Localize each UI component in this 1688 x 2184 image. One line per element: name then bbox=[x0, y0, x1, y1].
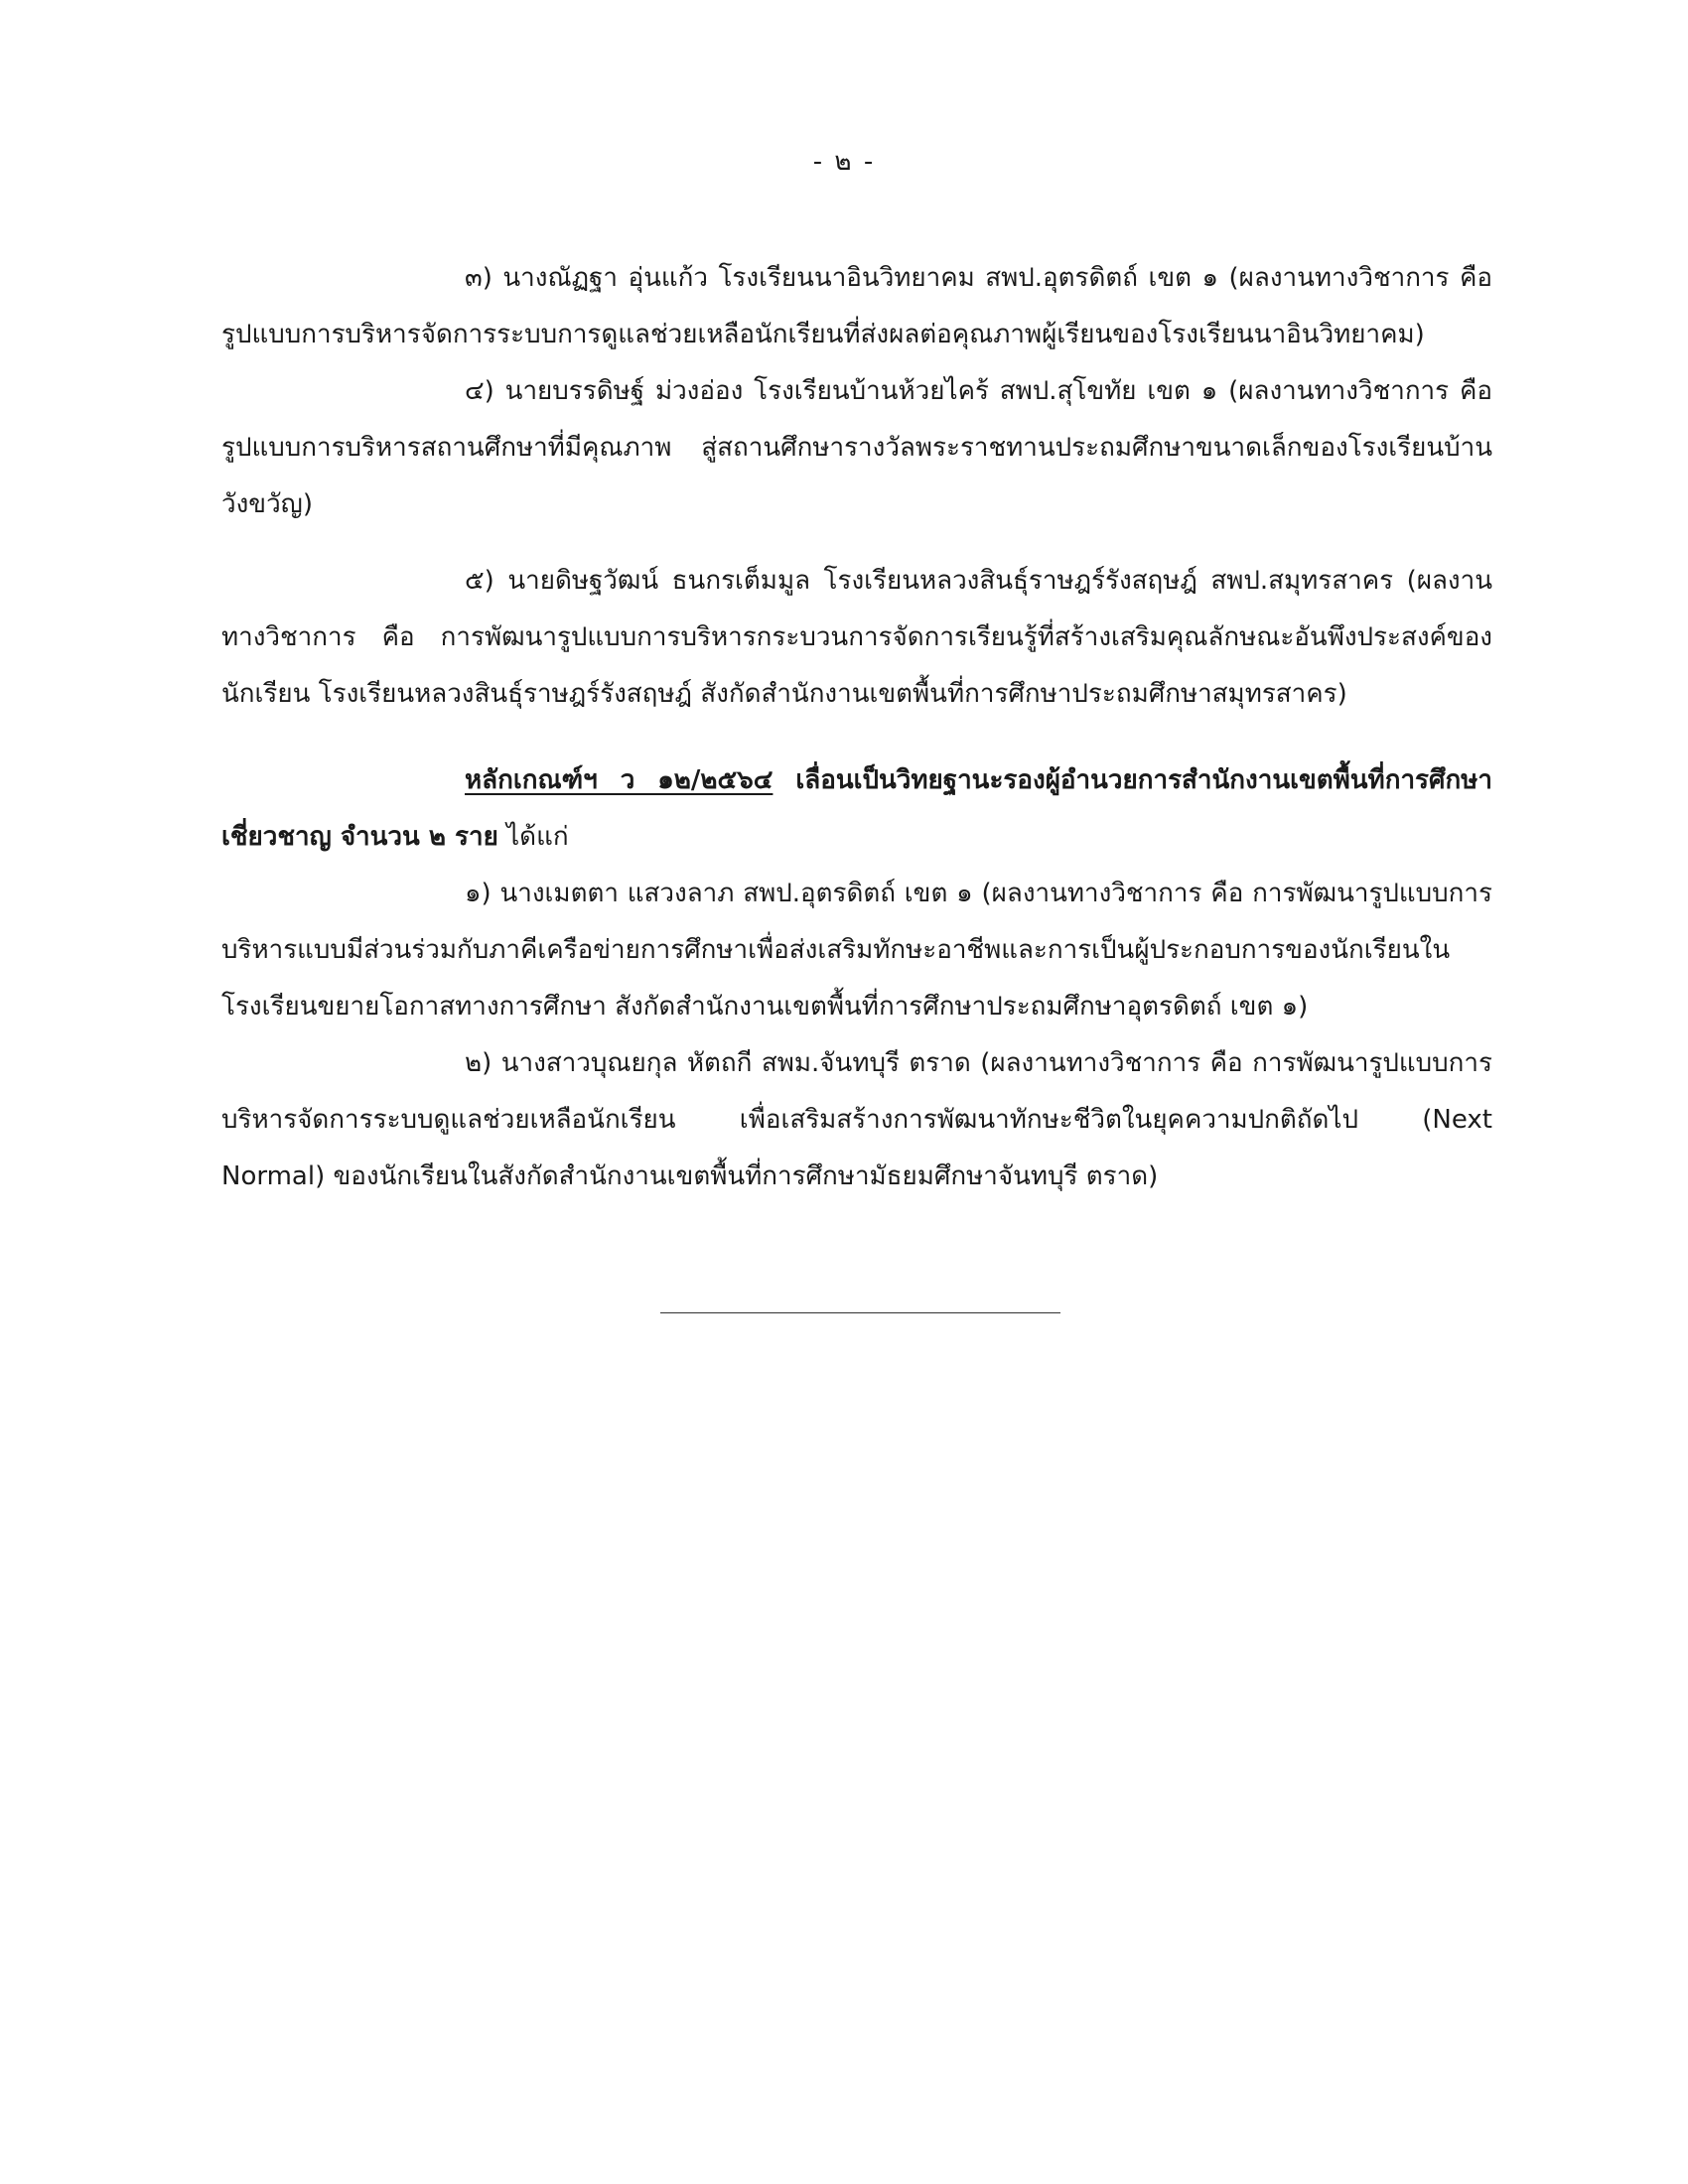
heading-tail-text: ได้แก่ bbox=[497, 822, 569, 852]
end-separator-line bbox=[660, 1312, 1060, 1313]
paragraph-spacer bbox=[221, 533, 1492, 553]
criteria-reference: หลักเกณฑ์ฯ ว ๑๒/๒๕๖๔ bbox=[465, 765, 774, 795]
list-item: ๒) นางสาวบุณยกุล หัตถกี สพม.จันทบุรี ตราด (ผลงานทางวิชาการ คือ การพัฒนารูปแบบการบริหารจัดการระบบดูแลช่วยเหลือนักเรียน เพื่อเสริมสร้างการพัฒนาทักษะชีวิตในยุคความปกติถัดไป (Next Normal) ของนักเรียนในสังกัดสำนักงานเขตพื้นที่การศึกษามัธยมศึกษาจันทบุรี ตราด) bbox=[221, 1048, 1492, 1191]
list-item: ๑) นางเมตตา แสวงลาภ สพป.อุตรดิตถ์ เขต ๑ (ผลงานทางวิชาการ คือ การพัฒนารูปแบบการบริหารแบบมีส่วนร่วมกับภาคีเครือข่ายการศึกษาเพื่อส่งเสริมทักษะอาชีพและการเป็นผู้ประกอบการของนักเรียนในโรงเรียนขยายโอกาสทางการศึกษา สังกัดสำนักงานเขตพื้นที่การศึกษาประถมศึกษาอุตรดิตถ์ เขต ๑) bbox=[221, 879, 1492, 1022]
document-body bbox=[221, 250, 1492, 1205]
list-item: ๓) นางณัฏฐา อุ่นแก้ว โรงเรียนนาอินวิทยาคม สพป.อุตรดิตถ์ เขต ๑ (ผลงานทางวิชาการ คือ รูปแบบการบริหารจัดการระบบการดูแลช่วยเหลือนักเรียนที่ส่งผลต่อคุณภาพผู้เรียนของโรงเรียนนาอินวิทยาคม) bbox=[221, 263, 1492, 349]
list-item: ๕) นายดิษฐวัฒน์ ธนกรเต็มมูล โรงเรียนหลวงสินธุ์ราษฎร์รังสฤษฎ์ สพป.สมุทรสาคร (ผลงานทางวิชาการ คือ การพัฒนารูปแบบการบริหารกระบวนการจัดการเรียนรู้ที่สร้างเสริมคุณลักษณะอันพึงประสงค์ของนักเรียน โรงเรียนหลวงสินธุ์ราษฎร์รังสฤษฎ์ สังกัดสำนักงานเขตพื้นที่การศึกษาประถมศึกษาสมุทรสาคร) bbox=[221, 566, 1492, 709]
paragraph-spacer bbox=[221, 723, 1492, 743]
section-heading bbox=[221, 752, 1492, 866]
list-item: ๔) นายบรรดิษฐ์ ม่วงอ่อง โรงเรียนบ้านห้วยไคร้ สพป.สุโขทัย เขต ๑ (ผลงานทางวิชาการ คือ รูปแบบการบริหารสถานศึกษาที่มีคุณภาพ สู่สถานศึกษารางวัลพระราชทานประถมศึกษาขนาดเล็กของโรงเรียนบ้านวังขวัญ) bbox=[221, 376, 1492, 519]
page-number: - ๒ - bbox=[812, 147, 876, 177]
heading-bold-text: เลื่อนเป็นวิทยฐานะรองผู้อำนวยการสำนักงานเขตพื้นที่การศึกษาเชี่ยวชาญ จำนวน ๒ ราย bbox=[221, 765, 1492, 852]
